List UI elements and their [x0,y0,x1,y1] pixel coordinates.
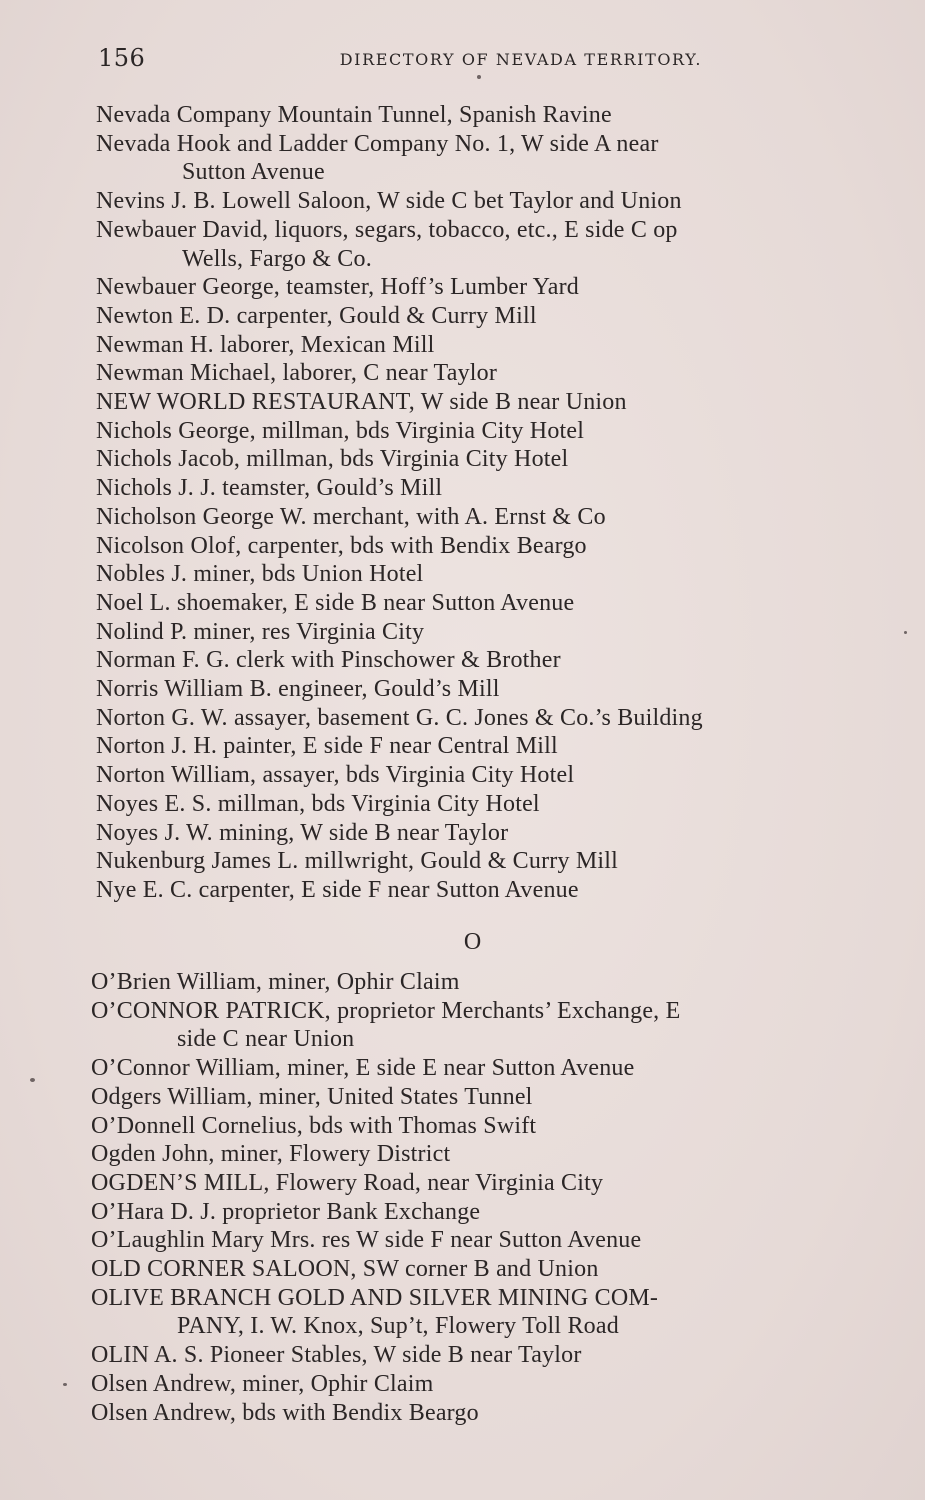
entry-text: Olsen Andrew, miner, Ophir Claim [91,1370,434,1397]
directory-entry [96,876,876,905]
entry-text: Newbauer George, teamster, Hoff’s Lumber Yard [96,274,580,301]
entry-continuation: Sutton Avenue [182,159,325,186]
directory-entry [96,532,876,561]
directory-entry [91,1140,871,1169]
directory-entry [96,589,876,618]
entry-text: Norton William, assayer, bds Virginia City Hotel [96,762,575,789]
entry-text: Nobles J. miner, bds Union Hotel [96,561,424,588]
entry-text: Noel L. shoemaker, E side B near Sutton Avenue [96,589,575,616]
directory-entry [91,1399,871,1428]
entry-text: O’Laughlin Mary Mrs. res W side F near Sutton Avenue [91,1227,642,1254]
entry-text: Norman F. G. clerk with Pinschower & Brother [96,647,561,674]
entry-text: Newman Michael, laborer, C near Taylor [96,360,498,387]
directory-entry [91,1083,871,1112]
directory-entry [96,646,876,675]
entry-text: OLIN A. S. Pioneer Stables, W side B near Taylor [91,1342,582,1369]
page-number: 156 [98,44,146,72]
ink-speck [477,75,481,79]
entry-text: OGDEN’S MILL, Flowery Road, near Virginia City [91,1169,604,1196]
entry-text: Olsen Andrew, bds with Bendix Beargo [91,1399,479,1426]
directory-entry [96,790,876,819]
entry-text: Nolind P. miner, res Virginia City [96,618,425,645]
entry-text: NEW WORLD RESTAURANT, W side B near Union [96,389,627,416]
section-letter: O [463,929,482,955]
directory-entry [96,187,876,216]
entry-text: Nichols J. J. teamster, Gould’s Mill [96,475,443,502]
directory-entry [96,273,876,302]
entry-text: OLD CORNER SALOON, SW corner B and Union [91,1256,599,1283]
ink-speck [63,1383,67,1386]
directory-entry [91,1341,871,1370]
entry-text: Odgers William, miner, United States Tunnel [91,1083,533,1110]
directory-entry [91,1198,871,1227]
directory-entry [91,1255,871,1284]
directory-entry [91,1054,871,1083]
entry-text: O’Donnell Cornelius, bds with Thomas Swift [91,1112,537,1139]
entry-text: Newbauer David, liquors, segars, tobacco, etc., E side C op [96,216,678,243]
entry-text: O’Brien William, miner, Ophir Claim [91,969,460,995]
entry-text: Nevins J. B. Lowell Saloon, W side C bet Taylor and Union [96,188,682,215]
entries-n-list [96,101,876,905]
entry-text: Nevada Company Mountain Tunnel, Spanish Ravine [96,102,612,128]
directory-entry [96,503,876,532]
directory-entry [96,445,876,474]
directory-entry [96,417,876,446]
entry-text: Noyes E. S. millman, bds Virginia City Hotel [96,790,540,817]
entry-continuation: PANY, I. W. Knox, Sup’t, Flowery Toll Road [177,1313,619,1340]
entry-text: Nichols Jacob, millman, bds Virginia City Hotel [96,446,569,473]
directory-entry [91,1169,871,1198]
directory-entry [96,359,876,388]
directory-entry [91,968,871,997]
directory-entry [96,761,876,790]
entry-text: Nichols George, millman, bds Virginia City Hotel [96,417,585,444]
entry-text: Ogden John, miner, Flowery District [91,1141,451,1168]
entry-text: Newton E. D. carpenter, Gould & Curry Mill [96,302,537,329]
directory-entry [96,331,876,360]
entry-text: Norton J. H. painter, E side F near Central Mill [96,733,558,760]
entry-continuation: side C near Union [177,1026,355,1053]
entry-text: O’Hara D. J. proprietor Bank Exchange [91,1198,481,1225]
entry-text: Noyes J. W. mining, W side B near Taylor [96,819,509,846]
directory-entry [96,704,876,733]
entry-text: O’CONNOR PATRICK, proprietor Merchants’ Exchange, E [91,997,681,1024]
page-header [98,44,702,78]
directory-entry [96,675,876,704]
directory-entry [91,997,871,1054]
directory-entry [96,847,876,876]
ink-speck [904,631,907,634]
directory-entry [96,474,876,503]
directory-entry [96,302,876,331]
entry-text: Nicholson George W. merchant, with A. Ernst & Co [96,503,606,530]
directory-entry [96,618,876,647]
ink-speck [30,1078,35,1082]
directory-entry [96,216,876,273]
entry-text: Norton G. W. assayer, basement G. C. Jones & Co.’s Building [96,704,703,731]
entry-text: O’Connor William, miner, E side E near Sutton Avenue [91,1055,635,1082]
entry-text: OLIVE BRANCH GOLD AND SILVER MINING COM- [91,1284,659,1311]
entries-o-list [91,968,871,1427]
entry-continuation: Wells, Fargo & Co. [182,245,372,272]
directory-entry [91,1370,871,1399]
entry-text: Norris William B. engineer, Gould’s Mill [96,676,500,703]
directory-entry [91,1112,871,1141]
entry-text: Nicolson Olof, carpenter, bds with Bendix Beargo [96,532,587,559]
running-title: DIRECTORY OF NEVADA TERRITORY. [339,50,702,69]
directory-entry [96,732,876,761]
entry-text: Newman H. laborer, Mexican Mill [96,331,435,358]
directory-entry [91,1226,871,1255]
entry-text: Nukenburg James L. millwright, Gould & Curry Mill [96,848,618,875]
entry-text: Nevada Hook and Ladder Company No. 1, W side A near [96,130,659,157]
entry-text: Nye E. C. carpenter, E side F near Sutton Avenue [96,876,579,903]
directory-entry [96,560,876,589]
directory-entry [96,101,876,130]
directory-entry [96,130,876,187]
directory-entry [96,819,876,848]
directory-entry [96,388,876,417]
directory-entry [91,1284,871,1341]
